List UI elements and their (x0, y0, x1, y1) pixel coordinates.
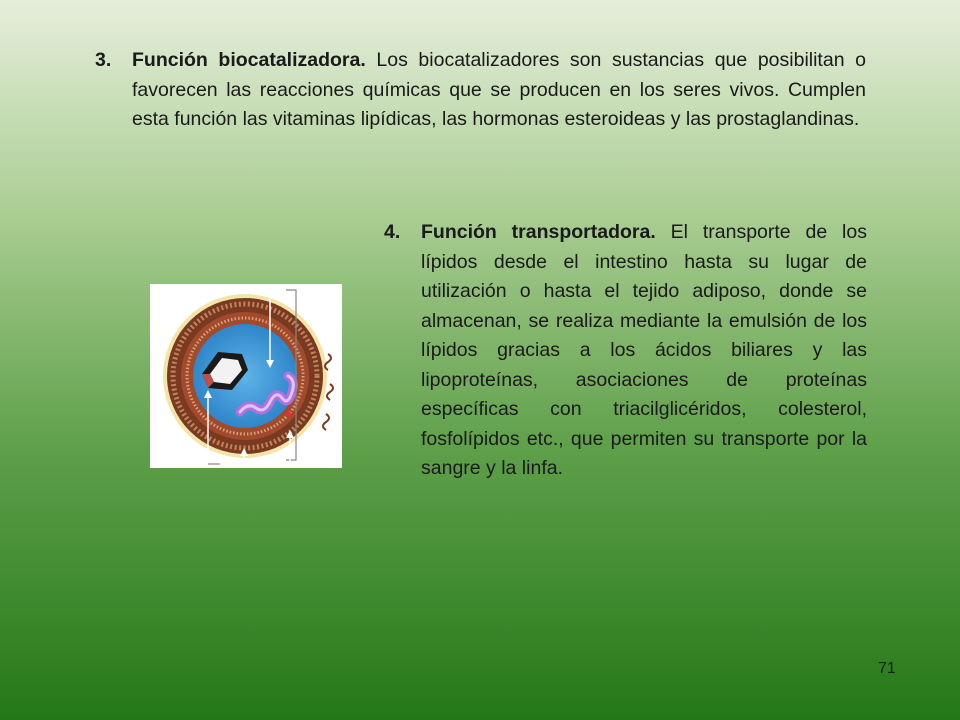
item-text: El transporte de los lípidos desde el intestino hasta su lugar de utilización o hasta el tejido adiposo, donde se almacenan, se realiza mediante la emulsión de los lípidos gracias a los ácidos biliares y las lipoproteínas, asociaciones de proteínas específicas con triacilglicéridos, colesterol, fosfolípidos etc., que permiten su transporte por la sangre y la linfa. (421, 221, 867, 479)
lipoprotein-icon (150, 284, 342, 468)
item-text: Los biocatalizadores son sustancias que posibilitan o favorecen las reacciones químicas que se producen en los seres vivos. Cumplen esta función las vitaminas lipídicas, las hormonas esteroideas y las prostaglandinas. (132, 49, 866, 130)
list-item-transportadora (384, 218, 867, 484)
item-number: 3. (95, 49, 112, 71)
item-title: Función transportadora. (421, 221, 656, 243)
page-number: 71 (878, 660, 896, 677)
list-item-biocatalizadora (95, 46, 866, 135)
item-title: Función biocatalizadora. (132, 49, 366, 71)
lipoprotein-illustration (150, 284, 342, 468)
item-number: 4. (384, 221, 401, 243)
